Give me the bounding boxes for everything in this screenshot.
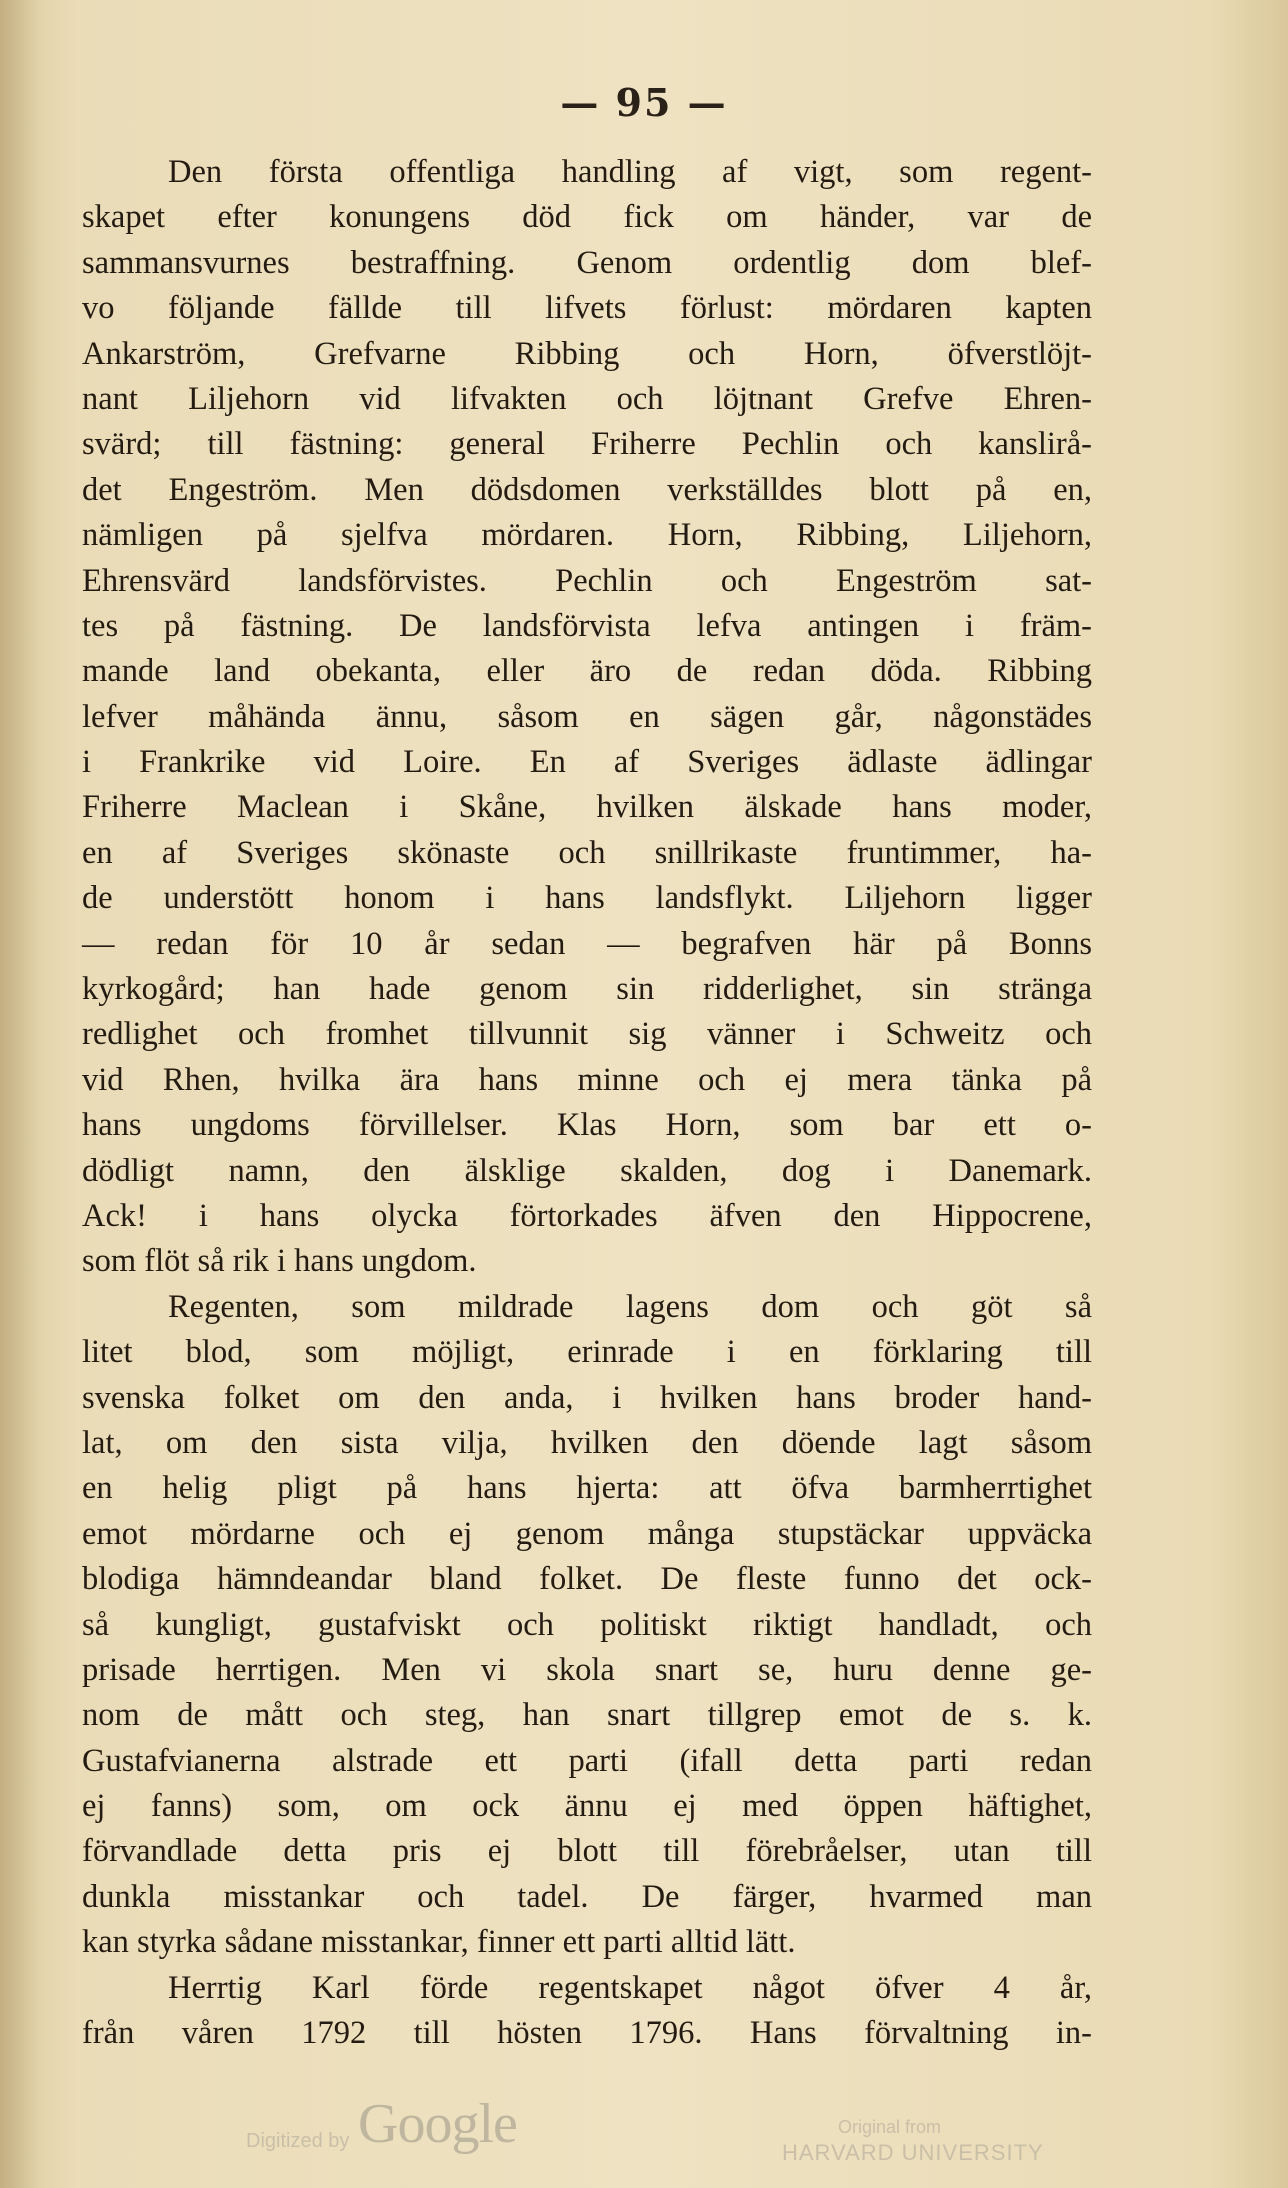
text-line: redlighet och fromhet tillvunnit sig vänner i Schweitz och <box>82 1016 1092 1053</box>
text-line: sammansvurnes bestraffning. Genom ordentlig dom blef- <box>82 244 1092 281</box>
text-line: tes på fästning. De landsförvista lefva antingen i främ- <box>82 607 1092 644</box>
text-line: Herrtig Karl förde regentskapet något öfver 4 år, <box>168 1969 1092 2006</box>
text-line: en af Sveriges skönaste och snillrikaste fruntimmer, ha- <box>82 834 1092 871</box>
text-line: Ankarström, Grefvarne Ribbing och Horn, öfverstlöjt- <box>82 335 1092 372</box>
text-line: dödligt namn, den älsklige skalden, dog i Danemark. <box>82 1152 1092 1189</box>
text-line: så kungligt, gustafviskt och politiskt riktigt handladt, och <box>82 1606 1092 1643</box>
text-line: förvandlade detta pris ej blott till förebråelser, utan till <box>82 1833 1092 1870</box>
text-line: blodiga hämndeandar bland folket. De fleste funno det ock- <box>82 1561 1092 1598</box>
text-line: i Frankrike vid Loire. En af Sveriges ädlaste ädlingar <box>82 744 1092 781</box>
text-line: Regenten, som mildrade lagens dom och göt så <box>168 1288 1092 1325</box>
digitized-by-label: Digitized by <box>246 2130 350 2152</box>
text-line: hans ungdoms förvillelser. Klas Horn, som bar ett o- <box>82 1107 1092 1144</box>
text-line: som flöt så rik i hans ungdom. <box>82 1243 477 1280</box>
text-line: lat, om den sista vilja, hvilken den döende lagt såsom <box>82 1424 1092 1461</box>
text-line: de understött honom i hans landsflykt. Liljehorn ligger <box>82 880 1092 917</box>
text-line: svärd; till fästning: general Friherre Pechlin och kanslirå- <box>82 426 1092 463</box>
text-line: skapet efter konungens död fick om händer, var de <box>82 199 1092 236</box>
text-line: nant Liljehorn vid lifvakten och löjtnant Grefve Ehren- <box>82 380 1092 417</box>
text-line: Ack! i hans olycka förtorkades äfven den Hippocrene, <box>82 1197 1092 1234</box>
text-line: ej fanns) som, om ock ännu ej med öppen häftighet, <box>82 1788 1092 1825</box>
spine-shadow <box>0 0 40 2188</box>
text-line: lefver måhända ännu, såsom en sägen går, någonstädes <box>82 698 1092 735</box>
text-line: emot mördarne och ej genom många stupstäckar uppväcka <box>82 1515 1092 1552</box>
text-line: Gustafvianerna alstrade ett parti (ifall detta parti redan <box>82 1742 1092 1779</box>
text-line: vo följande fällde till lifvets förlust: mördaren kapten <box>82 290 1092 327</box>
text-line: svenska folket om den anda, i hvilken hans broder hand- <box>82 1379 1092 1416</box>
harvard-university-label: HARVARD UNIVERSITY <box>782 2140 1044 2165</box>
text-line: kan styrka sådane misstankar, finner ett parti alltid lätt. <box>82 1924 796 1961</box>
text-line: dunkla misstankar och tadel. De färger, hvarmed man <box>82 1878 1092 1915</box>
google-logo: Google <box>358 2093 517 2155</box>
body-text <box>82 150 1092 2056</box>
text-line: Friherre Maclean i Skåne, hvilken älskade hans moder, <box>82 789 1092 826</box>
text-line: från våren 1792 till hösten 1796. Hans förvaltning in- <box>82 2015 1092 2052</box>
text-line: mande land obekanta, eller äro de redan döda. Ribbing <box>82 653 1092 690</box>
original-from-label: Original from <box>838 2117 942 2137</box>
text-line: en helig pligt på hans hjerta: att öfva barmherrtighet <box>82 1470 1092 1507</box>
text-line: det Engeström. Men dödsdomen verkställdes blott på en, <box>82 471 1092 508</box>
text-line: Ehrensvärd landsförvistes. Pechlin och Engeström sat- <box>82 562 1092 599</box>
text-line: Den första offentliga handling af vigt, som regent- <box>168 154 1092 190</box>
text-line: litet blod, som möjligt, erinrade i en förklaring till <box>82 1334 1092 1371</box>
text-line: prisade herrtigen. Men vi skola snart se, huru denne ge- <box>82 1651 1092 1688</box>
text-line: — redan för 10 år sedan — begrafven här på Bonns <box>82 925 1092 962</box>
text-line: nämligen på sjelfva mördaren. Horn, Ribbing, Liljehorn, <box>82 517 1092 554</box>
text-line: nom de mått och steg, han snart tillgrep emot de s. k. <box>82 1697 1092 1734</box>
text-line: vid Rhen, hvilka ära hans minne och ej mera tänka på <box>82 1061 1092 1098</box>
text-line: kyrkogård; han hade genom sin ridderlighet, sin stränga <box>82 971 1092 1008</box>
page-number: — 95 — <box>560 80 728 125</box>
watermark-footer <box>0 2105 1288 2175</box>
